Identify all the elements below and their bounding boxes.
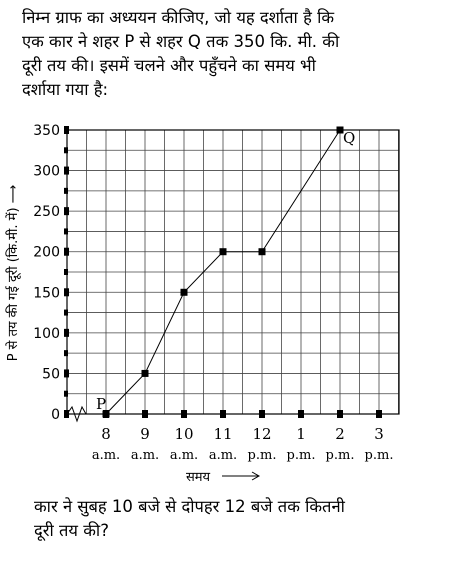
x-tick-label: 1 [296,425,306,443]
question-intro [22,6,442,102]
x-tick-mark [259,410,265,418]
y-tick-label: 0 [51,407,60,423]
data-point [259,248,266,255]
x-axis-title: समय [186,470,211,485]
x-tick-sublabel: p.m. [325,448,355,463]
y-minor-tick-mark [64,310,68,316]
y-tick-mark [64,167,69,175]
x-tick-label: 12 [252,425,272,443]
y-axis-title: P से तय की गई दूरी (कि.मी. में) ⟶ [6,184,21,362]
x-tick-sublabel: p.m. [286,448,316,463]
y-minor-tick-mark [64,269,68,275]
y-minor-tick-mark [64,188,68,194]
y-tick-label: 150 [33,285,60,302]
y-tick-label: 250 [33,204,60,221]
x-tick-mark [181,410,187,418]
x-tick-label: 9 [140,425,150,443]
data-point [220,248,227,255]
intro-line: दूरी तय की। इसमें चलने और पहुँचने का समय भी [22,56,316,75]
data-point [142,370,149,377]
x-tick-mark [376,410,382,418]
intro-line: दर्शाया गया है: [22,80,109,99]
start-point-label: P [96,395,107,413]
y-tick-label: 200 [33,244,60,261]
x-tick-label: 2 [335,425,345,443]
intro-line: निम्न ग्राफ का अध्ययन कीजिए, जो यह दर्शाता है कि [22,8,335,27]
y-tick-mark [64,288,69,296]
x-tick-label: 10 [174,425,194,443]
y-tick-label: 300 [33,163,60,180]
x-tick-mark [220,410,226,418]
x-tick-mark [337,410,343,418]
y-minor-tick-mark [64,350,68,356]
y-minor-tick-mark [64,391,68,397]
x-tick-sublabel: a.m. [169,448,199,463]
y-tick-mark [64,126,69,134]
y-tick-mark [64,329,69,337]
x-tick-sublabel: p.m. [247,448,277,463]
x-tick-mark [142,410,148,418]
end-point-label: Q [343,129,356,147]
y-minor-tick-mark [64,147,68,153]
question-line: दूरी तय की? [34,521,109,540]
intro-line: एक कार ने शहर P से शहर Q तक 350 कि. मी. की [22,32,340,51]
y-tick-label: 350 [33,123,60,139]
question-line: कार ने सुबह 10 बजे से दोपहर 12 बजे तक कितनी [34,497,345,516]
x-tick-label: 3 [374,425,384,443]
y-tick-mark [64,369,69,377]
question-text [34,495,444,543]
x-tick-label: 11 [213,425,233,443]
y-tick-mark [64,248,69,256]
x-tick-label: 8 [101,425,111,443]
y-tick-mark [64,207,69,215]
x-tick-sublabel: p.m. [364,448,394,463]
distance-time-chart [0,108,459,493]
y-minor-tick-mark [64,228,68,234]
x-tick-sublabel: a.m. [208,448,238,463]
y-tick-label: 50 [42,366,60,383]
x-tick-sublabel: a.m. [91,448,121,463]
y-tick-mark [64,410,69,418]
y-tick-label: 100 [33,325,60,342]
x-tick-mark [298,410,304,418]
data-point [181,289,188,296]
x-tick-sublabel: a.m. [130,448,160,463]
